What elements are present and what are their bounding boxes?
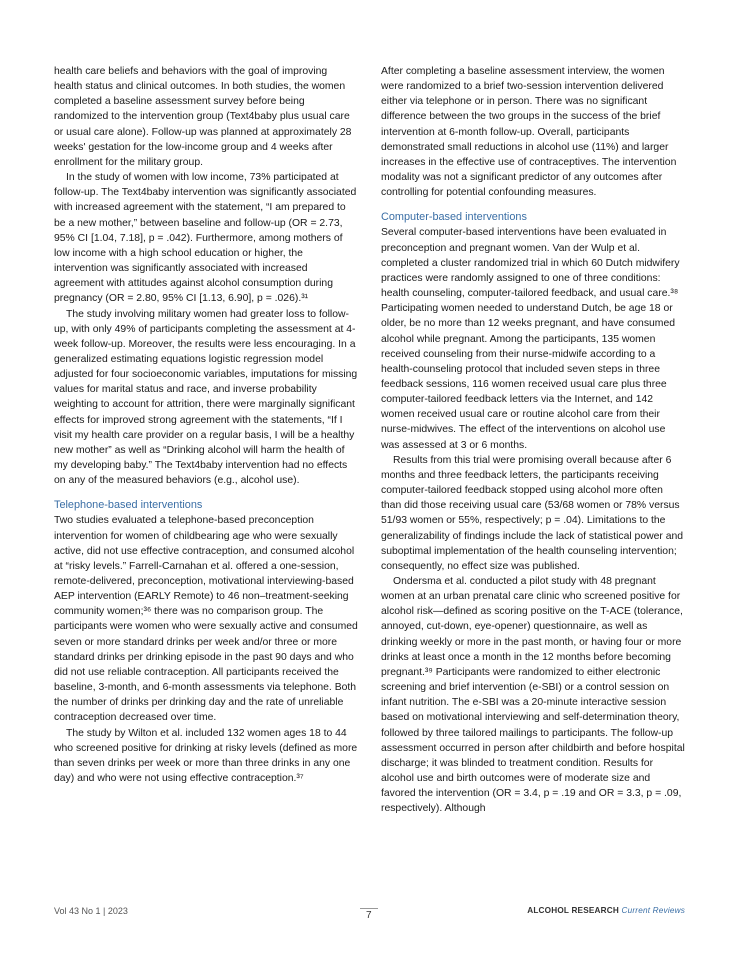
section-heading: Computer-based interventions bbox=[381, 211, 527, 224]
body-paragraph: Several computer-based interventions have been evaluated in preconception and pregnant women. Van der Wulp et al. completed a cluster randomized trial in which 60 Dutch midwifery practices were randomly assigned to one of three conditions: health counseling, computer-tailored feedback, and usual care.³⁸ Participating women needed to understand Dutch, be age 18 or older, be no more than 12 weeks pregnant, and have consumed alcohol while pregnant. Among the participants, 135 women received counseling from their nurse-midwife according to a health-counseling protocol that included seven steps in three feedback sessions, 116 women received usual care plus three computer-tailored feedback letters via the Internet, and 142 women received usual care or routine alcohol care from their nurse-midwives. The effect of the interventions on alcohol use was assessed at 3 or 6 months. bbox=[381, 227, 680, 451]
body-paragraph: health care beliefs and behaviors with the goal of improving health status and clinical outcomes. In both studies, the women completed a baseline assessment survey before being randomized to the intervention group (Text4baby plus usual care or usual care alone). Follow-up was planned at approximately 28 weeks' gestation for the low-income group and 4 weeks after enrollment for the military group. bbox=[54, 66, 352, 168]
issue-info: Vol 43 No 1 | 2023 bbox=[54, 906, 128, 916]
body-paragraph: Results from this trial were promising overall because after 6 months and three feedback letters, the participants receiving computer-tailored feedback stopped using alcohol more often than did those receiving usual care (53/68 women or 78% versus 51/93 women or 55%, respectively; p = .04). Limitations to the generalizability of findings include the lack of statistical power and suboptimal implementation of the health counseling intervention; consequently, no effect size was published. bbox=[381, 454, 684, 572]
body-paragraph: In the study of women with low income, 73% participated at follow-up. The Text4baby intervention was significantly associated with increased agreement with the statement, “I am prepared to be a new mother,” between baseline and follow-up (OR = 2.73, 95% CI [1.04, 7.18], p = .042). Furthermore, among mothers of low income with a high school education or higher, the intervention was significantly associated with increased agreement with attitudes against alcohol consumption during pregnancy (OR = 2.80, 95% CI [1.13, 6.90], p = .026).³¹ bbox=[54, 172, 357, 305]
body-paragraph: Two studies evaluated a telephone-based preconception intervention for women of childbearing age who were sexually active, did not use effective contraception, and consumed alcohol at “risky levels.” Farrell-Carnahan et al. offered a one-session, remote-delivered, preconception, motivational interviewing-based AEP intervention (EARLY Remote) to 46 non–treatment-seeking community women;³⁶ there was no comparison group. The participants were women who were sexually active and consumed seven or more standard drinks per week and/or three or more standard drinks per drinking episode in the past 90 days and who did not use reliable contraception. All participants received the baseline, 3-month, and 6-month assessments via telephone. Both the number of drinks per drinking day and the rate of unreliable contraception decreased over time. bbox=[54, 515, 358, 724]
body-paragraph: The study by Wilton et al. included 132 women ages 18 to 44 who screened positive for drinking at risky levels (defined as more than seven drinks per week or more than three drinks in any one day) and who were not using effective contraception.³⁷ bbox=[54, 727, 358, 785]
right-column bbox=[381, 64, 685, 817]
section-heading: Telephone-based interventions bbox=[54, 499, 203, 512]
journal-subtitle: Current Reviews bbox=[621, 906, 685, 915]
footer-divider bbox=[360, 908, 378, 909]
page-number: 7 bbox=[366, 910, 372, 921]
body-paragraph: After completing a baseline assessment interview, the women were randomized to a brief two-session intervention delivered either via telephone or in person. There was no significant difference between the two groups in the success of the brief intervention at 6-month follow-up. Overall, participants demonstrated small reductions in alcohol use (11%) and larger increases in the effective use of contraceptives. The intervention modality was not a significant predictor of any outcomes after controlling for potential confounding measures. bbox=[381, 66, 677, 199]
journal-title: ALCOHOL RESEARCH bbox=[527, 906, 619, 915]
left-column bbox=[54, 64, 358, 786]
body-paragraph: Ondersma et al. conducted a pilot study with 48 pregnant women at an urban prenatal care clinic who screened positive for alcohol risk—defined as scoring positive on the T-ACE (tolerance, annoyed, cut-down, eye-opener) questionnaire, as well as drinking weekly or more in the past month, or having four or more drinks at least once a month in the 12 months before becoming pregnant.³⁹ Participants were randomized to either electronic screening and brief intervention (e-SBI) or a control session on infant nutrition. The e-SBI was a 20-minute interactive session based on motivational interviewing and self-determination theory, followed by three tailored mailings to participants. The follow-up assessment occurred in person after childbirth and before hospital discharge; it was blinded to treatment condition. Results for alcohol use and birth outcomes were of moderate size and favored the intervention (OR = 3.4, p = .19 and OR = 3.3, p = .09, respectively). Although bbox=[381, 576, 685, 815]
journal-name bbox=[527, 906, 685, 915]
body-paragraph: The study involving military women had greater loss to follow-up, with only 49% of participants completing the assessment at 4-week follow-up. Moreover, the results were less encouraging. In a generalized estimating equations logistic regression model adjusted for four socioeconomic variables, imputations for missing values for marital status and race, and inverse probability weighting to account for attrition, there were marginally significant effects for improved strong agreement with the statements, “If I visit my health care provider on a regular basis, I will be a healthy new mother” as well as “Drinking alcohol will harm the health of my developing baby.” The Text4baby intervention had no effects on any of the measured behaviors (e.g., alcohol use). bbox=[54, 308, 358, 487]
